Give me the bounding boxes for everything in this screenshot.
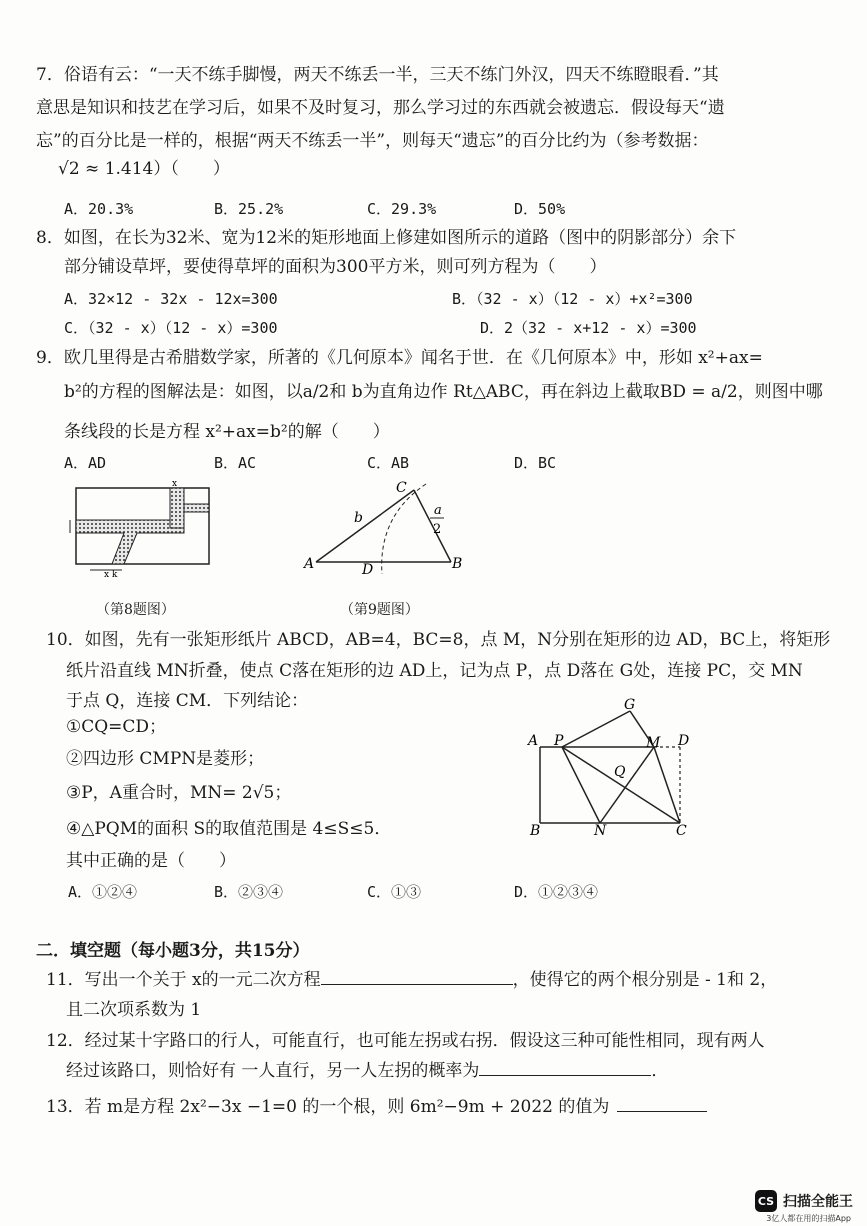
q7-line4: √2 ≈ 1.414）（ ） <box>58 159 230 179</box>
q13-text-a: 13．若 m是方程 2x²−3x −1=0 的一个根，则 6m²−9m + 2022 的值为 <box>46 1097 610 1117</box>
q9-line2: b²的方程的图解法是：如图，以a/2和 b为直角边作 Rt△ABC，再在斜边上截取BD = a/2，则图中哪 <box>64 382 823 402</box>
q7-option-b: B．25.2% <box>214 200 284 218</box>
q12-text-b: ． <box>651 1061 669 1081</box>
fig10-label-d: D <box>678 733 690 749</box>
q11-line1 <box>46 968 777 991</box>
q10-option-a: A．①②④ <box>68 883 138 901</box>
q10-conclusion-3: ③P，A重合时，MN= 2√5； <box>66 783 292 803</box>
fig10-label-g: G <box>624 697 636 713</box>
fig9-label-two: 2 <box>433 522 442 537</box>
fig9-label-b: B <box>452 556 463 572</box>
q7-option-d: D．50% <box>514 200 566 218</box>
q10-option-b: B．②③④ <box>214 883 284 901</box>
q9-option-b: B．AC <box>214 454 257 472</box>
q10-conclusion-2: ②四边形 CMPN是菱形； <box>66 749 265 769</box>
q12-line2 <box>66 1059 668 1082</box>
camscanner-logo-icon: CS <box>755 1190 777 1212</box>
q13-line1 <box>46 1095 707 1118</box>
q10-conclusion-4: ④△PQM的面积 S的取值范围是 4≤S≤5． <box>66 819 392 839</box>
fig10-label-a: A <box>528 733 539 749</box>
q7-line2: 意思是知识和技艺在学习后，如果不及时复习，那么学习过的东西就会被遗忘．假设每天“遗 <box>36 98 725 118</box>
q10-line1: 10．如图，先有一张矩形纸片 ABCD，AB=4，BC=8，点 M，N分别在矩形的边 AD，BC上，将矩形 <box>46 630 831 650</box>
scanner-watermark <box>755 1190 853 1212</box>
fig10-label-b: B <box>530 823 541 839</box>
figure-8-road-diagram <box>62 478 220 578</box>
q9-line1: 9．欧几里得是古希腊数学家，所著的《几何原本》闻名于世．在《几何原本》中，形如 x²+ax= <box>36 348 763 368</box>
q9-line3: 条线段的长是方程 x²+ax=b²的解（ ） <box>64 422 390 442</box>
fig8-x-label: x <box>172 479 178 489</box>
fig10-label-m: M <box>646 735 661 751</box>
q8-option-c: C．（32 - x）（12 - x）=300 <box>64 319 278 337</box>
q11-text-b: ，使得它的两个根分别是 - 1和 2， <box>512 970 778 990</box>
fig8-k-label: x k <box>104 570 118 578</box>
fig9-label-d: D <box>362 562 374 578</box>
fig10-label-p: P <box>554 733 564 749</box>
q10-option-c: C．①③ <box>367 883 422 901</box>
q10-line2: 纸片沿直线 MN折叠，使点 C落在矩形的边 AD上，记为点 P，点 D落在 G处，连接 PC，交 MN <box>66 661 803 681</box>
q9-option-c: C．AB <box>367 454 410 472</box>
q12-line1: 12．经过某十字路口的行人，可能直行，也可能左拐或右拐．假设这三种可能性相同，现有两人 <box>46 1031 765 1051</box>
figure-10-folded-rectangle <box>524 697 700 839</box>
figure-8-caption: （第8题图） <box>96 602 175 618</box>
q11-line2: 且二次项系数为 1 <box>66 1000 202 1020</box>
fig10-label-n: N <box>594 823 607 839</box>
q7-option-a: A．20.3% <box>64 200 134 218</box>
q10-option-d: D．①②③④ <box>514 883 599 901</box>
q11-text-a: 11．写出一个关于 x的一元二次方程 <box>46 970 321 990</box>
q9-option-d: D．BC <box>514 454 557 472</box>
q8-line1: 8．如图，在长为32米、宽为12米的矩形地面上修建如图所示的道路（图中的阴影部分）余下 <box>36 228 737 248</box>
q13-answer-blank[interactable] <box>617 1095 707 1112</box>
fig10-label-c: C <box>676 823 687 839</box>
q8-option-b: B．（32 - x）（12 - x）+x²=300 <box>452 290 693 308</box>
q11-answer-blank[interactable] <box>321 968 513 985</box>
section-2-title: 二．填空题（每小题3分，共15分） <box>36 941 310 961</box>
q8-option-d: D．2（32 - x+12 - x）=300 <box>480 319 697 337</box>
q10-conclusion-1: ①CQ=CD； <box>66 717 167 737</box>
q8-option-a: A．32×12 - 32x - 12x=300 <box>64 290 278 308</box>
scanner-app-tagline: 3亿人都在用的扫描App <box>766 1214 851 1223</box>
fig9-label-b-side: b <box>354 510 363 526</box>
q7-line3: 忘”的百分比是一样的，根据“两天不练丢一半”，则每天“遗忘”的百分比约为（参考数据： <box>36 131 709 151</box>
fig9-label-a-num: a <box>434 503 442 518</box>
q8-line2: 部分铺设草坪，要使得草坪的面积为300平方米，则可列方程为（ ） <box>64 257 607 277</box>
fig9-label-a: A <box>304 556 315 572</box>
fig10-label-q: Q <box>614 764 626 780</box>
fig9-label-c: C <box>396 480 407 496</box>
q9-option-a: A．AD <box>64 454 107 472</box>
figure-9-triangle-diagram <box>298 476 470 580</box>
q12-text-a: 经过该路口，则恰好有 一人直行，另一人左拐的概率为 <box>66 1061 480 1081</box>
q7-option-c: C．29.3% <box>367 200 437 218</box>
q12-answer-blank[interactable] <box>479 1059 651 1076</box>
scanner-app-name: 扫描全能王 <box>783 1194 853 1210</box>
q7-line1: 7．俗语有云：“一天不练手脚慢，两天不练丢一半，三天不练门外汉，四天不练瞪眼看．”其 <box>36 65 719 85</box>
q10-ask: 其中正确的是（ ） <box>66 851 236 871</box>
figure-9-caption: （第9题图） <box>340 602 419 618</box>
q10-line3: 于点 Q，连接 CM．下列结论： <box>66 691 309 711</box>
